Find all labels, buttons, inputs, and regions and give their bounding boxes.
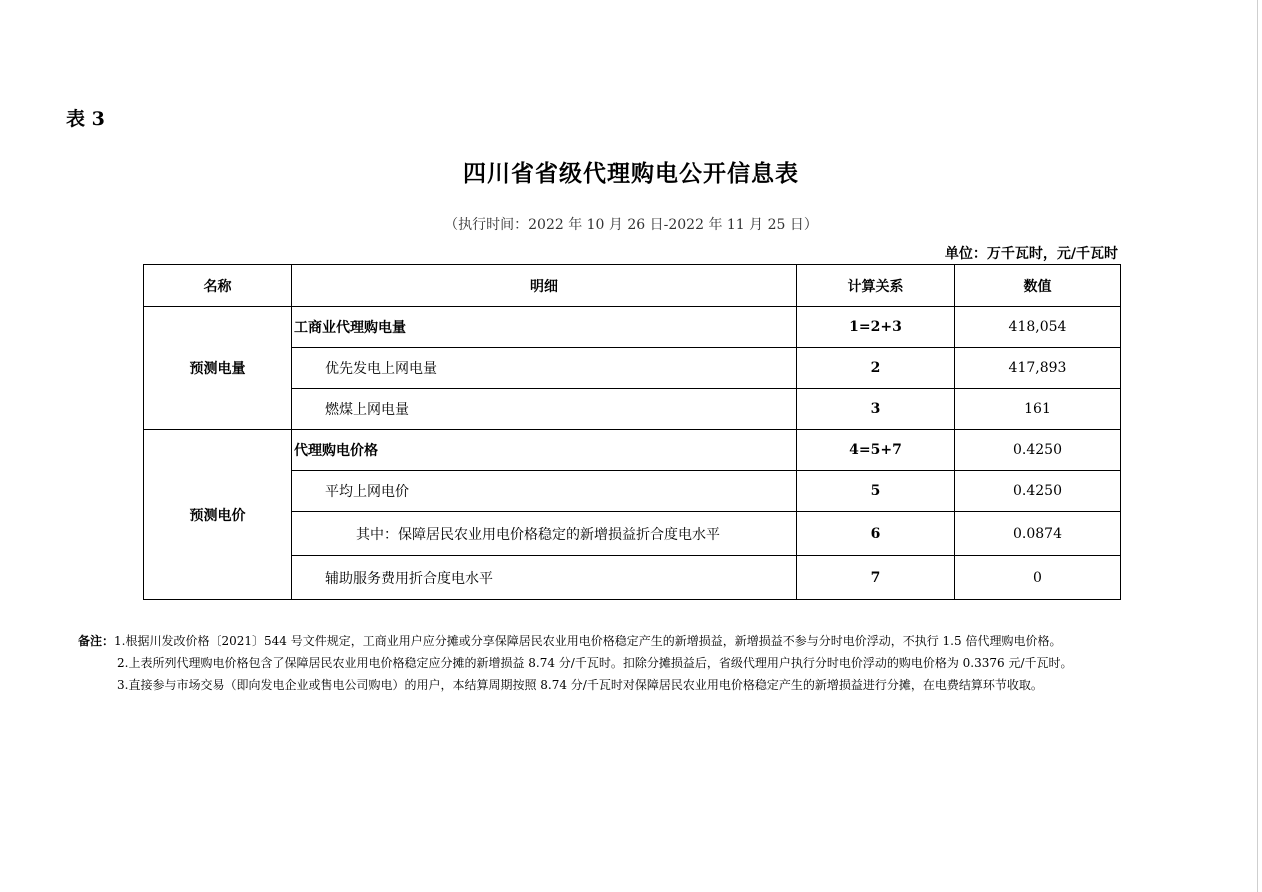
note-text: 1.根据川发改价格〔2021〕544 号文件规定，工商业用户应分摊或分享保障居民农业用电价格稳定产生的新增损益，新增损益不参与分时电价浮动，不执行 1.5 倍代理购电价格。 [114,634,1062,648]
note-text: 2.上表所列代理购电价格包含了保障居民农业用电价格稳定应分摊的新增损益 8.74 分/千瓦时。扣除分摊损益后，省级代理用户执行分时电价浮动的购电价格为 0.3376 元/千瓦时。 [117,656,1073,670]
row-detail: 其中：保障居民农业用电价格稳定的新增损益折合度电水平 [292,512,797,556]
row-detail: 优先发电上网电量 [292,348,797,389]
row-detail: 代理购电价格 [292,430,797,471]
page-edge-line [1257,0,1258,892]
row-detail: 辅助服务费用折合度电水平 [292,556,797,600]
note-text: 3.直接参与市场交易（即向发电企业或售电公司购电）的用户，本结算周期按照 8.74 分/千瓦时对保障居民农业用电价格稳定产生的新增损益进行分摊，在电费结算环节收取。 [117,678,1043,692]
group-label-forecast-price: 预测电价 [144,430,292,600]
row-value: 417,893 [955,348,1121,389]
row-value: 0 [955,556,1121,600]
note-item [78,652,1073,674]
note-item [78,630,1073,652]
row-value: 0.0874 [955,512,1121,556]
row-value: 418,054 [955,307,1121,348]
table-number: 表 3 [66,108,105,130]
row-formula: 3 [797,389,955,430]
note-item [78,674,1073,696]
table-row [144,430,1121,471]
table-header-row [144,265,1121,307]
notes-section [78,630,1073,696]
row-formula: 1=2+3 [797,307,955,348]
group-label-forecast-volume: 预测电量 [144,307,292,430]
header-value: 数值 [955,265,1121,307]
row-value: 0.4250 [955,471,1121,512]
row-detail: 燃煤上网电量 [292,389,797,430]
row-formula: 5 [797,471,955,512]
unit-label: 单位：万千瓦时，元/千瓦时 [944,246,1118,262]
row-formula: 4=5+7 [797,430,955,471]
notes-label: 备注： [78,634,115,648]
header-detail: 明细 [292,265,797,307]
execution-period: （执行时间：2022 年 10 月 26 日-2022 年 11 月 25 日） [444,217,818,233]
row-detail: 工商业代理购电量 [292,307,797,348]
row-value: 161 [955,389,1121,430]
row-value: 0.4250 [955,430,1121,471]
document-title: 四川省省级代理购电公开信息表 [463,160,799,187]
row-formula: 6 [797,512,955,556]
row-formula: 2 [797,348,955,389]
row-detail: 平均上网电价 [292,471,797,512]
info-table [143,264,1121,600]
row-formula: 7 [797,556,955,600]
table-row [144,307,1121,348]
header-name: 名称 [144,265,292,307]
header-formula: 计算关系 [797,265,955,307]
